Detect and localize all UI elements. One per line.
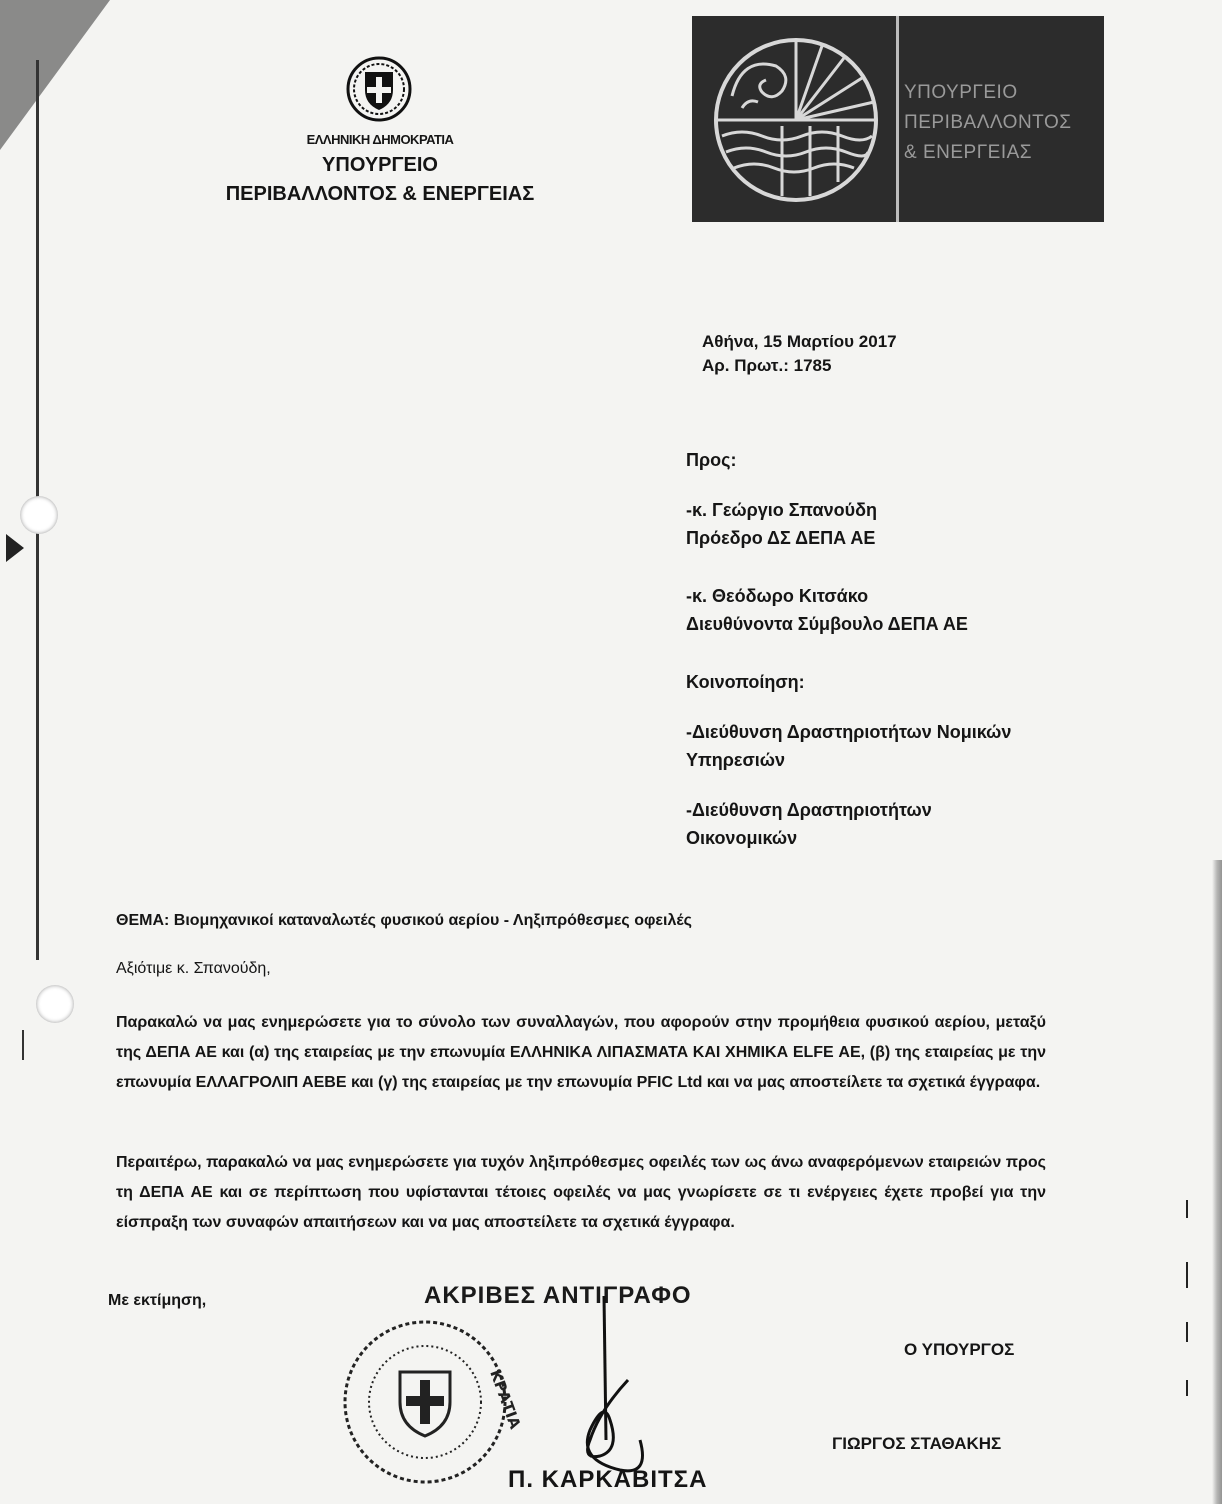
cc-recipient-line: -Διεύθυνση Δραστηριοτήτων Νομικών (686, 722, 1012, 742)
recipient-role: Πρόεδρο ΔΣ ΔΕΠΑ ΑΕ (686, 528, 876, 548)
to-label: Προς: (686, 450, 737, 470)
cc-recipient-line: Οικονομικών (686, 828, 798, 848)
date-protocol-block (702, 330, 897, 378)
ministry-sun-sea-logo-icon (712, 36, 880, 204)
certified-copy-stamp: ΑΚΡΙΒΕΣ ΑΝΤΙΓΡΑΦΟ (424, 1282, 692, 1309)
recipients-block (686, 446, 1106, 852)
scan-mark (1186, 1262, 1188, 1288)
republic-label: ΕΛΛΗΝΙΚΗ ΔΗΜΟΚΡΑΤΙΑ (306, 132, 454, 147)
signatory-title: Ο ΥΠΟΥΡΓΟΣ (904, 1340, 1015, 1359)
body-paragraph: Περαιτέρω, παρακαλώ να μας ενημερώσετε για τυχόν ληξιπρόθεσμες οφειλές των ως άνω αναφερόμενων εταιρειών προς τη ΔΕΠΑ ΑΕ και σε περίπτωση που υφίστανται τέτοιες οφειλές να μας γνωρίσετε σε τι ενέργειες έχετε προβεί για την είσπραξη των συναφών απαιτήσεων και να μας αποστείλετε τα σχετικά έγγραφα. (116, 1154, 1046, 1231)
scan-mark (1186, 1200, 1188, 1218)
recipient-role: Διευθύνοντα Σύμβουλο ΔΕΠΑ ΑΕ (686, 614, 968, 634)
page-tab-mark (6, 534, 24, 562)
cc-recipient-line: -Διεύθυνση Δραστηριοτήτων (686, 800, 932, 820)
signatory-name: ΓΙΩΡΓΟΣ ΣΤΑΘΑΚΗΣ (832, 1434, 1002, 1453)
scan-mark (1186, 1322, 1188, 1342)
salutation: Αξιότιμε κ. Σπανούδη, (116, 960, 271, 977)
scan-edge-shadow (1212, 860, 1222, 1504)
punch-hole (36, 985, 74, 1023)
folded-corner (0, 0, 110, 150)
ministry-title-line2: ΠΕΡΙΒΑΛΛΟΝΤΟΣ & ΕΝΕΡΓΕΙΑΣ (225, 183, 535, 205)
closing-line: Με εκτίμηση, (108, 1292, 207, 1309)
body-paragraph: Παρακαλώ να μας ενημερώσετε για το σύνολο των συναλλαγών, που αφορούν στην προμήθεια φυσικού αερίου, μεταξύ της ΔΕΠΑ ΑΕ και (α) της εταιρείας με την επωνυμία ΕΛΛΗΝΙΚΑ ΛΙΠΑΣΜΑΤΑ ΚΑΙ ΧΗΜΙΚΑ ELFE ΑΕ, (β) της εταιρείας με την επωνυμία ΕΛΛΑΓΡΟΛΙΠ ΑΕΒΕ και (γ) της εταιρείας με την επωνυμία PFIC Ltd και να μας αποστείλετε τα σχετικά έγγραφα. (116, 1014, 1046, 1091)
greek-coat-of-arms-icon (346, 56, 412, 122)
letter-subject: ΘΕΜΑ: Βιομηχανικοί καταναλωτές φυσικού αερίου - Ληξιπρόθεσμες οφειλές (116, 912, 692, 929)
date-line: Αθήνα, 15 Μαρτίου 2017 (702, 332, 897, 351)
ministry-title-line1: ΥΠΟΥΡΓΕΙΟ (322, 154, 438, 176)
logo-caption-line: & ΕΝΕΡΓΕΙΑΣ (904, 142, 1033, 163)
handwritten-signature (560, 1290, 670, 1490)
certifying-clerk-name: Π. ΚΑΡΚΑΒΙΤΣΑ (508, 1466, 708, 1493)
svg-text:ΚΡΑΤΙΑ: ΚΡΑΤΙΑ (486, 1367, 525, 1432)
logo-divider (896, 16, 899, 222)
binder-margin-mark (22, 1030, 24, 1060)
cc-recipient-line: Υπηρεσιών (686, 750, 785, 770)
logo-caption-line: ΠΕΡΙΒΑΛΛΟΝΤΟΣ (904, 112, 1072, 133)
punch-hole (20, 496, 58, 534)
scan-mark (1186, 1380, 1188, 1396)
logo-caption (904, 78, 1100, 168)
official-seal-stamp-icon (340, 1302, 525, 1504)
recipient-name: -κ. Γεώργιο Σπανούδη (686, 500, 877, 520)
protocol-number: Αρ. Πρωτ.: 1785 (702, 356, 832, 375)
recipient-name: -κ. Θεόδωρο Κιτσάκο (686, 586, 869, 606)
cc-label: Κοινοποίηση: (686, 672, 805, 692)
logo-caption-line: ΥΠΟΥΡΓΕΙΟ (904, 82, 1018, 103)
